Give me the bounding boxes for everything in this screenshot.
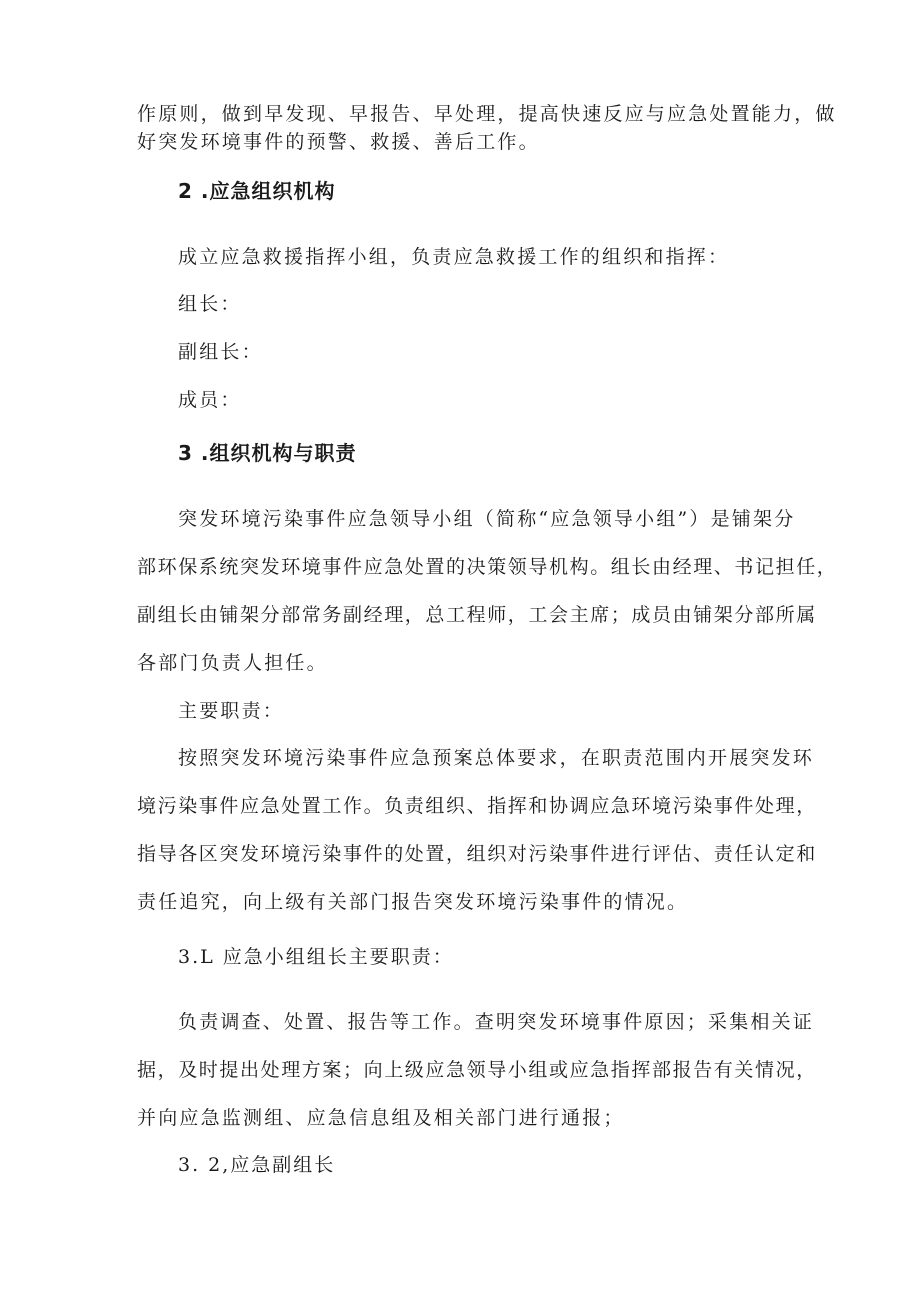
paragraph-line: 作原则，做到早发现、早报告、早处理，提高快速反应与应急处置能力，做 xyxy=(137,103,837,125)
paragraph-line: 负责调查、处置、报告等工作。查明突发环境事件原因；采集相关证 xyxy=(178,1011,815,1033)
paragraph-line: 境污染事件应急处置工作。负责组织、指挥和协调应急环境污染事件处理， xyxy=(137,795,817,817)
paragraph-line: 并向应急监测组、应急信息组及相关部门进行通报； xyxy=(137,1107,625,1129)
paragraph-line: 成立应急救援指挥小组，负责应急救援工作的组织和指挥： xyxy=(178,246,730,268)
paragraph-line: 副组长由铺架分部常务副经理，总工程师，工会主席；成员由铺架分部所属 xyxy=(137,604,817,626)
paragraph-line: 好突发环境事件的预警、救援、善后工作。 xyxy=(137,131,540,153)
paragraph-line: 指导各区突发环境污染事件的处置，组织对污染事件进行评估、责任认定和 xyxy=(137,843,817,865)
paragraph-line: 各部门负责人担任。 xyxy=(137,652,328,674)
subsection-3-2: 3. 2,应急副组长 xyxy=(178,1154,336,1176)
subsection-3-1: 3.L 应急小组组长主要职责： xyxy=(178,946,454,968)
members-label: 成员： xyxy=(178,389,242,411)
paragraph-line: 据，及时提出处理方案；向上级应急领导小组或应急指挥部报告有关情况， xyxy=(137,1059,817,1081)
paragraph-line: 部环保系统突发环境事件应急处置的决策领导机构。组长由经理、书记担任， xyxy=(137,556,838,578)
paragraph-line: 责任追究，向上级有关部门报告突发环境污染事件的情况。 xyxy=(137,891,689,913)
deputy-leader-label: 副组长： xyxy=(178,341,263,363)
duties-label: 主要职责： xyxy=(178,700,285,722)
paragraph-line: 突发环境污染事件应急领导小组（简称“应急领导小组”）是铺架分 xyxy=(178,508,796,530)
leader-label: 组长： xyxy=(178,293,242,315)
paragraph-line: 按照突发环境污染事件应急预案总体要求，在职责范围内开展突发环 xyxy=(178,747,815,769)
section-heading-2: 2 .应急组织机构 xyxy=(178,179,336,203)
section-heading-3: 3 .组织机构与职责 xyxy=(178,441,357,465)
